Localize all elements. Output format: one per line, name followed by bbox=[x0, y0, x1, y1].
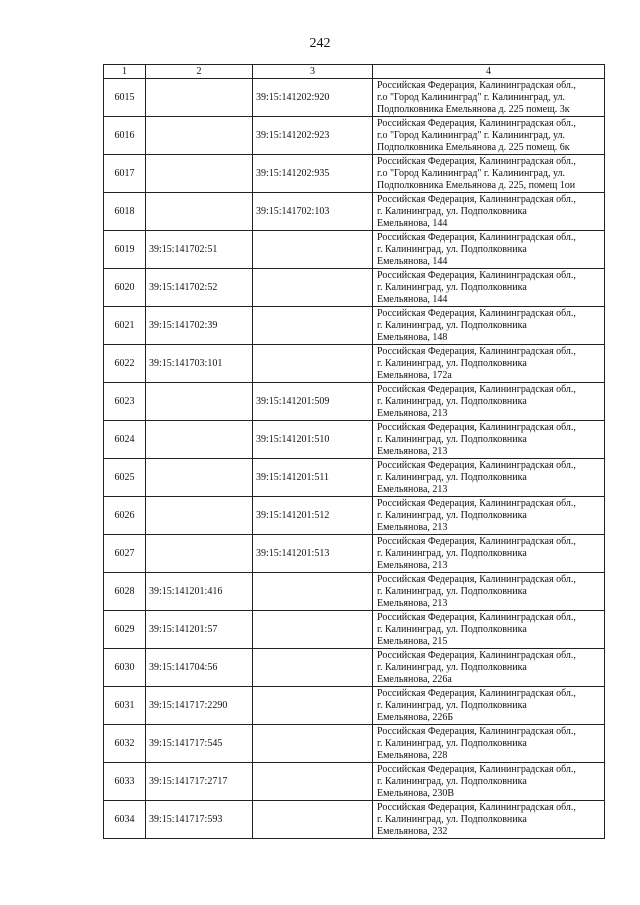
cadastral-number-cell: 39:15:141702:103 bbox=[253, 193, 373, 231]
address-cell bbox=[373, 535, 605, 573]
cadastral-number-cell: 39:15:141201:510 bbox=[253, 421, 373, 459]
row-number-cell: 6027 bbox=[104, 535, 146, 573]
table-row bbox=[104, 535, 605, 573]
address-line: Емельянова, 215 bbox=[377, 635, 448, 647]
cadastral-number-cell bbox=[146, 535, 253, 573]
cadastral-number-cell bbox=[146, 459, 253, 497]
address-line: г. Калининград, ул. Подполковника bbox=[377, 623, 527, 635]
address-line: Российская Федерация, Калининградская обл., bbox=[377, 155, 576, 167]
header-cell: 1 bbox=[104, 65, 146, 79]
table-row bbox=[104, 725, 605, 763]
address-line: г. Калининград, ул. Подполковника bbox=[377, 661, 527, 673]
cadastral-number-cell bbox=[253, 763, 373, 801]
row-number-cell: 6028 bbox=[104, 573, 146, 611]
address-line: Российская Федерация, Калининградская обл., bbox=[377, 421, 576, 433]
address-line: Емельянова, 144 bbox=[377, 293, 448, 305]
table-row bbox=[104, 687, 605, 725]
cadastral-number-cell: 39:15:141201:513 bbox=[253, 535, 373, 573]
address-line: Емельянова, 144 bbox=[377, 217, 448, 229]
address-line: Емельянова, 213 bbox=[377, 483, 448, 495]
address-line: Емельянова, 144 bbox=[377, 255, 448, 267]
row-number-cell: 6025 bbox=[104, 459, 146, 497]
address-cell bbox=[373, 269, 605, 307]
address-line: г.о "Город Калининград" г. Калининград, ул. bbox=[377, 91, 566, 103]
address-line: г. Калининград, ул. Подполковника bbox=[377, 205, 527, 217]
cadastral-number-cell bbox=[253, 801, 373, 839]
header-cell: 4 bbox=[373, 65, 605, 79]
cadastral-number-cell: 39:15:141702:51 bbox=[146, 231, 253, 269]
cadastral-number-cell: 39:15:141703:101 bbox=[146, 345, 253, 383]
cadastral-number-cell: 39:15:141717:545 bbox=[146, 725, 253, 763]
table-row bbox=[104, 459, 605, 497]
address-line: Емельянова, 213 bbox=[377, 559, 448, 571]
address-cell bbox=[373, 193, 605, 231]
address-line: Российская Федерация, Калининградская обл., bbox=[377, 231, 576, 243]
address-line: Емельянова, 148 bbox=[377, 331, 448, 343]
address-line: Емельянова, 230В bbox=[377, 787, 455, 799]
cadastral-number-cell bbox=[253, 307, 373, 345]
row-number-cell: 6019 bbox=[104, 231, 146, 269]
address-line: Российская Федерация, Калининградская обл., bbox=[377, 535, 576, 547]
cadastral-number-cell: 39:15:141201:416 bbox=[146, 573, 253, 611]
cadastral-number-cell: 39:15:141702:52 bbox=[146, 269, 253, 307]
address-line: Емельянова, 232 bbox=[377, 825, 448, 837]
address-line: Российская Федерация, Калининградская обл., bbox=[377, 345, 576, 357]
cadastral-number-cell bbox=[253, 573, 373, 611]
address-cell bbox=[373, 497, 605, 535]
address-line: Российская Федерация, Калининградская обл., bbox=[377, 117, 576, 129]
table-row bbox=[104, 801, 605, 839]
address-line: Российская Федерация, Калининградская обл., bbox=[377, 649, 576, 661]
cadastral-number-cell: 39:15:141201:512 bbox=[253, 497, 373, 535]
row-number-cell: 6024 bbox=[104, 421, 146, 459]
cadastral-table bbox=[103, 64, 605, 839]
address-line: Емельянова, 172а bbox=[377, 369, 452, 381]
table-row bbox=[104, 763, 605, 801]
address-line: г. Калининград, ул. Подполковника bbox=[377, 243, 527, 255]
address-line: г. Калининград, ул. Подполковника bbox=[377, 775, 527, 787]
address-cell bbox=[373, 763, 605, 801]
table-row bbox=[104, 345, 605, 383]
address-line: Российская Федерация, Калининградская обл., bbox=[377, 763, 576, 775]
table-header-row bbox=[104, 65, 605, 79]
row-number-cell: 6023 bbox=[104, 383, 146, 421]
row-number-cell: 6017 bbox=[104, 155, 146, 193]
cadastral-number-cell bbox=[146, 421, 253, 459]
table-row bbox=[104, 649, 605, 687]
address-line: Подполковника Емельянова д. 225 помещ. 3к bbox=[377, 103, 570, 115]
address-cell bbox=[373, 611, 605, 649]
table-row bbox=[104, 155, 605, 193]
row-number-cell: 6033 bbox=[104, 763, 146, 801]
address-line: г.о "Город Калининград" г. Калининград, ул. bbox=[377, 167, 566, 179]
row-number-cell: 6034 bbox=[104, 801, 146, 839]
address-line: г.о "Город Калининград" г. Калининград, ул. bbox=[377, 129, 566, 141]
row-number-cell: 6015 bbox=[104, 79, 146, 117]
address-line: Емельянова, 226Б bbox=[377, 711, 454, 723]
cadastral-number-cell bbox=[253, 611, 373, 649]
address-cell bbox=[373, 79, 605, 117]
page-number: 242 bbox=[309, 36, 331, 51]
address-line: г. Калининград, ул. Подполковника bbox=[377, 585, 527, 597]
table-row bbox=[104, 611, 605, 649]
address-line: г. Калининград, ул. Подполковника bbox=[377, 319, 527, 331]
cadastral-number-cell bbox=[253, 269, 373, 307]
address-line: г. Калининград, ул. Подполковника bbox=[377, 509, 527, 521]
header-cell: 2 bbox=[146, 65, 253, 79]
address-line: Емельянова, 213 bbox=[377, 521, 448, 533]
address-line: г. Калининград, ул. Подполковника bbox=[377, 357, 527, 369]
table-row bbox=[104, 269, 605, 307]
address-line: Российская Федерация, Калининградская обл., bbox=[377, 459, 576, 471]
address-line: Емельянова, 213 bbox=[377, 597, 448, 609]
cadastral-number-cell: 39:15:141717:593 bbox=[146, 801, 253, 839]
address-line: Российская Федерация, Калининградская обл., bbox=[377, 383, 576, 395]
header-cell: 3 bbox=[253, 65, 373, 79]
table-row bbox=[104, 383, 605, 421]
address-line: Емельянова, 213 bbox=[377, 445, 448, 457]
cadastral-number-cell bbox=[146, 497, 253, 535]
address-line: Российская Федерация, Калининградская обл., bbox=[377, 573, 576, 585]
address-line: г. Калининград, ул. Подполковника bbox=[377, 395, 527, 407]
address-line: Российская Федерация, Калининградская обл., bbox=[377, 497, 576, 509]
row-number-cell: 6018 bbox=[104, 193, 146, 231]
address-line: Российская Федерация, Калининградская обл., bbox=[377, 801, 576, 813]
table-row bbox=[104, 307, 605, 345]
address-line: Российская Федерация, Калининградская обл., bbox=[377, 307, 576, 319]
cadastral-number-cell bbox=[253, 345, 373, 383]
address-cell bbox=[373, 459, 605, 497]
cadastral-number-cell bbox=[146, 193, 253, 231]
address-cell bbox=[373, 649, 605, 687]
cadastral-number-cell bbox=[253, 231, 373, 269]
address-cell bbox=[373, 345, 605, 383]
address-line: Подполковника Емельянова д. 225 помещ. 6к bbox=[377, 141, 570, 153]
address-line: Российская Федерация, Калининградская обл., bbox=[377, 725, 576, 737]
cadastral-number-cell bbox=[146, 117, 253, 155]
cadastral-number-cell: 39:15:141202:935 bbox=[253, 155, 373, 193]
address-cell bbox=[373, 231, 605, 269]
cadastral-number-cell bbox=[146, 79, 253, 117]
table-row bbox=[104, 497, 605, 535]
cadastral-number-cell: 39:15:141704:56 bbox=[146, 649, 253, 687]
cadastral-number-cell bbox=[253, 687, 373, 725]
row-number-cell: 6021 bbox=[104, 307, 146, 345]
address-cell bbox=[373, 117, 605, 155]
address-line: г. Калининград, ул. Подполковника bbox=[377, 737, 527, 749]
address-line: г. Калининград, ул. Подполковника bbox=[377, 547, 527, 559]
address-line: г. Калининград, ул. Подполковника bbox=[377, 433, 527, 445]
address-line: Российская Федерация, Калининградская обл., bbox=[377, 611, 576, 623]
cadastral-number-cell: 39:15:141202:923 bbox=[253, 117, 373, 155]
cadastral-number-cell bbox=[253, 649, 373, 687]
cadastral-number-cell bbox=[146, 155, 253, 193]
row-number-cell: 6020 bbox=[104, 269, 146, 307]
address-line: Российская Федерация, Калининградская обл., bbox=[377, 269, 576, 281]
address-cell bbox=[373, 307, 605, 345]
cadastral-number-cell: 39:15:141201:509 bbox=[253, 383, 373, 421]
address-line: Подполковника Емельянова д. 225, помещ 1ои bbox=[377, 179, 576, 191]
address-line: г. Калининград, ул. Подполковника bbox=[377, 699, 527, 711]
cadastral-number-cell: 39:15:141202:920 bbox=[253, 79, 373, 117]
table-row bbox=[104, 117, 605, 155]
address-line: г. Калининград, ул. Подполковника bbox=[377, 281, 527, 293]
row-number-cell: 6026 bbox=[104, 497, 146, 535]
address-cell bbox=[373, 801, 605, 839]
cadastral-number-cell: 39:15:141702:39 bbox=[146, 307, 253, 345]
table-row bbox=[104, 193, 605, 231]
row-number-cell: 6030 bbox=[104, 649, 146, 687]
row-number-cell: 6031 bbox=[104, 687, 146, 725]
address-line: г. Калининград, ул. Подполковника bbox=[377, 471, 527, 483]
cadastral-number-cell: 39:15:141717:2717 bbox=[146, 763, 253, 801]
address-line: Российская Федерация, Калининградская обл., bbox=[377, 193, 576, 205]
row-number-cell: 6029 bbox=[104, 611, 146, 649]
address-line: г. Калининград, ул. Подполковника bbox=[377, 813, 527, 825]
address-cell bbox=[373, 155, 605, 193]
cadastral-number-cell: 39:15:141201:511 bbox=[253, 459, 373, 497]
address-cell bbox=[373, 725, 605, 763]
cadastral-number-cell: 39:15:141717:2290 bbox=[146, 687, 253, 725]
address-line: Емельянова, 226а bbox=[377, 673, 452, 685]
address-cell bbox=[373, 421, 605, 459]
row-number-cell: 6022 bbox=[104, 345, 146, 383]
address-line: Емельянова, 213 bbox=[377, 407, 448, 419]
cadastral-number-cell bbox=[146, 383, 253, 421]
table-row bbox=[104, 573, 605, 611]
table-row bbox=[104, 79, 605, 117]
cadastral-number-cell: 39:15:141201:57 bbox=[146, 611, 253, 649]
row-number-cell: 6016 bbox=[104, 117, 146, 155]
table-row bbox=[104, 231, 605, 269]
address-cell bbox=[373, 687, 605, 725]
address-cell bbox=[373, 573, 605, 611]
address-line: Российская Федерация, Калининградская обл., bbox=[377, 687, 576, 699]
address-cell bbox=[373, 383, 605, 421]
row-number-cell: 6032 bbox=[104, 725, 146, 763]
cadastral-number-cell bbox=[253, 725, 373, 763]
table-row bbox=[104, 421, 605, 459]
address-line: Российская Федерация, Калининградская обл., bbox=[377, 79, 576, 91]
address-line: Емельянова, 228 bbox=[377, 749, 448, 761]
